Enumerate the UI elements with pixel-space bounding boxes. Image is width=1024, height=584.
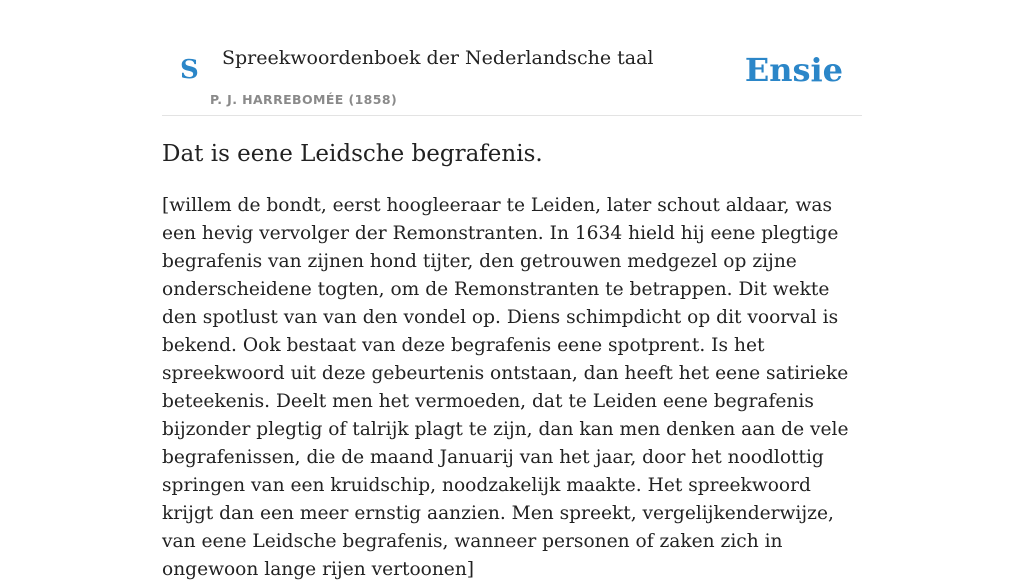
entry-card (162, 0, 862, 580)
proverb-title: Dat is eene Leidsche begrafenis. (162, 141, 543, 167)
author-line: P. J. HARREBOMÉE (1858) (210, 92, 398, 107)
source-badge-icon: S (180, 55, 199, 85)
ensie-logo[interactable]: Ensie (744, 51, 843, 89)
book-title[interactable]: Spreekwoordenboek der Nederlandsche taal (222, 47, 654, 69)
source-header (162, 0, 862, 116)
entry-body: [willem de bondt, eerst hoogleeraar te Leiden, later schout aldaar, was een hevig vervolger der Remonstranten. In 1634 hield hij eene plegtige begrafenis van zijnen hond tijter, den getrouwen medgezel op zijne onderscheidene togten, om de Remonstranten te betrappen. Dit wekte den spotlust van van den vondel op. Diens schimpdicht op dit voorval is bekend. Ook bestaat van deze begrafenis eene spotprent. Is het spreekwoord uit deze gebeurtenis ontstaan, dan heeft het eene satirieke beteekenis. Deelt men het vermoeden, dat te Leiden eene begrafenis bijzonder plegtig of talrijk plagt te zijn, dan kan men denken aan de vele begrafenissen, die de maand Januarij van het jaar, door het noodlottig springen van een kruidschip, noodzakelijk maakte. Het spreekwoord krijgt dan een meer ernstig aanzien. Men spreekt, vergelijkenderwijze, van eene Leidsche begrafenis, wanneer personen of zaken zich in ongewoon lange rijen vertoonen] (162, 195, 849, 580)
